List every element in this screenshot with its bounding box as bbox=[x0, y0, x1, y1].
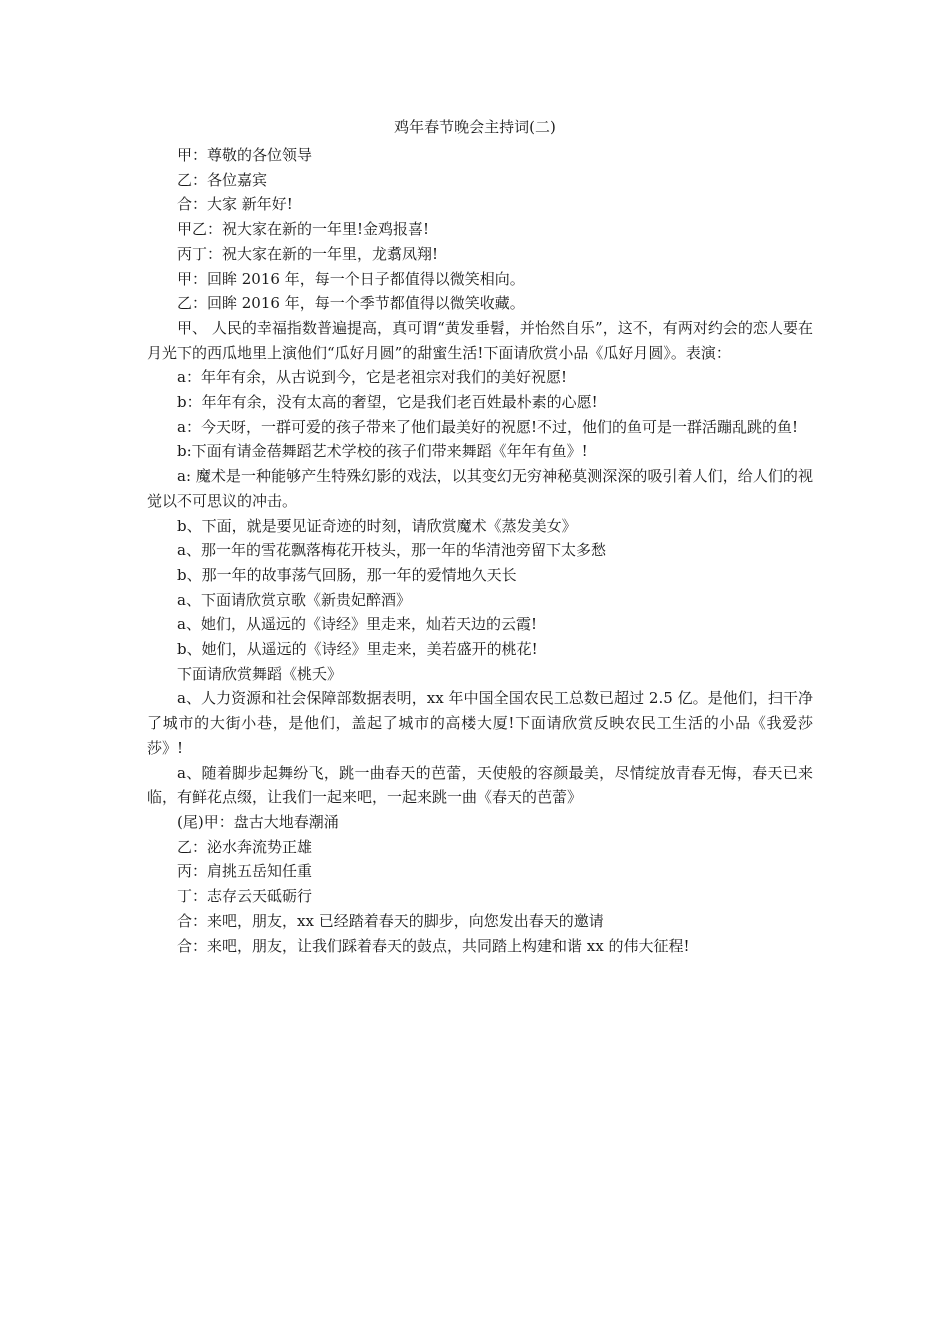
paragraph: a、人力资源和社会保障部数据表明，xx 年中国全国农民工总数已超过 2.5 亿。是他们，扫干净了城市的大街小巷，是他们，盖起了城市的高楼大厦!下面请欣赏反映农民工生活的小品《我爱莎莎》! bbox=[147, 689, 813, 757]
paragraph: 乙：回眸 2016 年，每一个季节都值得以微笑收藏。 bbox=[177, 294, 525, 313]
paragraph: a、随着脚步起舞纷飞，跳一曲春天的芭蕾，天使般的容颜最美，尽情绽放青春无悔，春天已来临，有鲜花点缀，让我们一起来吧，一起来跳一曲《春天的芭蕾》 bbox=[147, 763, 813, 807]
paragraph: b、她们，从遥远的《诗经》里走来，美若盛开的桃花! bbox=[177, 640, 538, 659]
paragraph: 乙：泌水奔流势正雄 bbox=[177, 837, 313, 856]
paragraph: 乙：各位嘉宾 bbox=[177, 170, 268, 189]
paragraph: a、那一年的雪花飘落梅花开枝头，那一年的华清池旁留下太多愁 bbox=[177, 541, 606, 560]
paragraph: 丙丁：祝大家在新的一年里，龙翥凤翔! bbox=[177, 244, 439, 263]
paragraph: b、那一年的故事荡气回肠，那一年的爱情地久天长 bbox=[177, 565, 517, 584]
paragraph: a、她们，从遥远的《诗经》里走来，灿若天边的云霞! bbox=[177, 615, 537, 634]
paragraph: 合：来吧，朋友，xx 已经踏着春天的脚步，向您发出春天的邀请 bbox=[177, 911, 604, 930]
document-body bbox=[147, 143, 813, 958]
paragraph: 丙：肩挑五岳知任重 bbox=[177, 862, 313, 881]
paragraph: 丁：志存云天砥砺行 bbox=[177, 887, 313, 906]
paragraph: b：年年有余，没有太高的奢望，它是我们老百姓最朴素的心愿! bbox=[177, 393, 598, 412]
paragraph: b:下面有请金蓓舞蹈艺术学校的孩子们带来舞蹈《年年有鱼》! bbox=[177, 442, 588, 461]
paragraph: 甲乙：祝大家在新的一年里!金鸡报喜! bbox=[177, 220, 430, 239]
paragraph: 下面请欣赏舞蹈《桃夭》 bbox=[177, 664, 343, 683]
document-title: 鸡年春节晚会主持词(二) bbox=[394, 118, 556, 136]
paragraph: 合：大家 新年好! bbox=[177, 195, 293, 214]
paragraph: a：今天呀，一群可爱的孩子带来了他们最美好的祝愿!不过，他们的鱼可是一群活蹦乱跳的鱼! bbox=[177, 417, 799, 436]
paragraph: a、下面请欣赏京歌《新贵妃醉酒》 bbox=[177, 590, 411, 609]
paragraph: 合：来吧，朋友，让我们踩着春天的鼓点，共同踏上构建和谐 xx 的伟大征程! bbox=[177, 936, 690, 955]
paragraph: (尾)甲：盘古大地春潮涌 bbox=[177, 812, 339, 831]
paragraph: a：年年有余，从古说到今，它是老祖宗对我们的美好祝愿! bbox=[177, 368, 567, 387]
paragraph: a: 魔术是一种能够产生特殊幻影的戏法，以其变幻无穷神秘莫测深深的吸引着人们，给人们的视觉以不可思议的冲击。 bbox=[147, 467, 813, 510]
paragraph: b、下面，就是要见证奇迹的时刻，请欣赏魔术《蒸发美女》 bbox=[177, 516, 577, 535]
paragraph: 甲：尊敬的各位领导 bbox=[177, 146, 313, 164]
paragraph: 甲、 人民的幸福指数普遍提高，真可谓“黄发垂髫，并怡然自乐”，这不，有两对约会的恋人要在月光下的西瓜地里上演他们“瓜好月圆”的甜蜜生活!下面请欣赏小品《瓜好月圆》。表演： bbox=[147, 318, 813, 362]
paragraph: 甲：回眸 2016 年，每一个日子都值得以微笑相向。 bbox=[177, 269, 525, 288]
